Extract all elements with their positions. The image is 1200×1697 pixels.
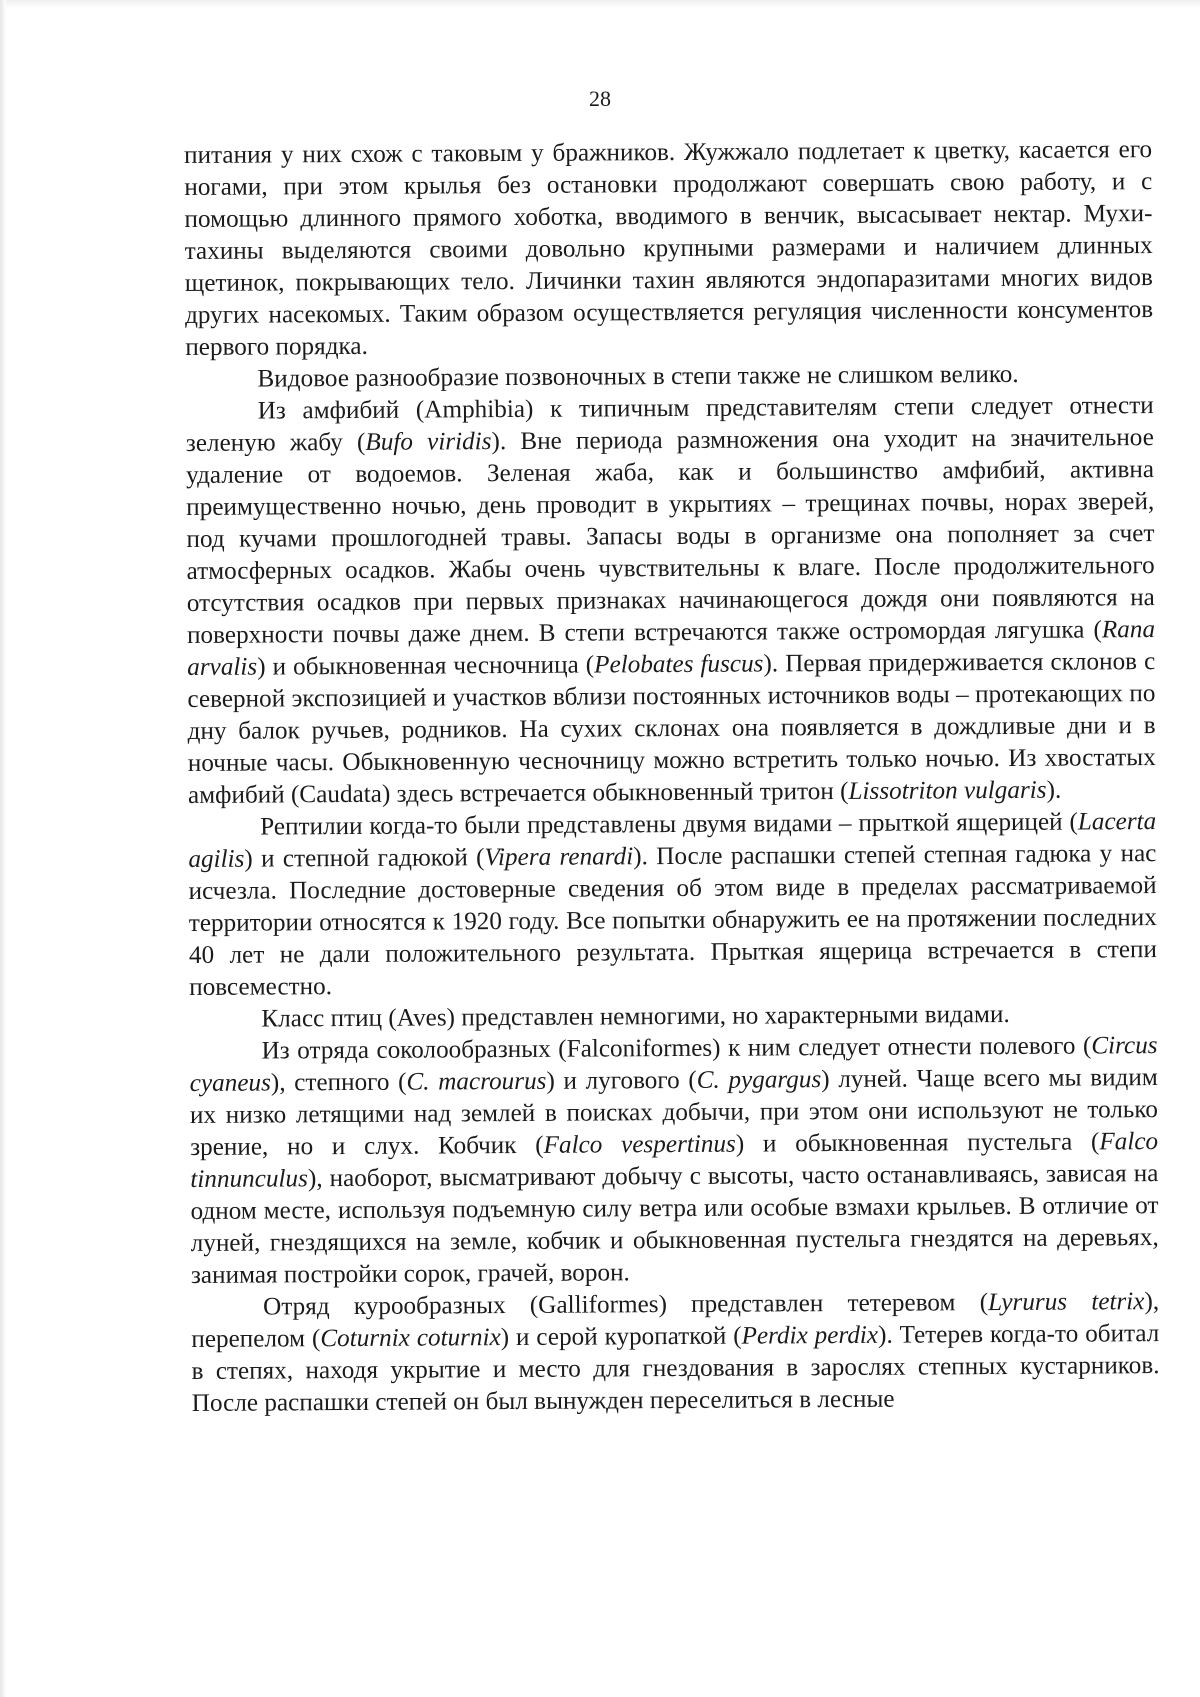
species-name: Lissotriton vulgaris	[848, 776, 1047, 805]
text-run: ). После распашки степей степная гадюка у нас исчезла. Последние достоверные сведения об этом виде в пределах рассматриваемой территории относятся к 1920 году. Все попытки обнаружить ее на протяжении последних 40 лет не дали положительного результата. Прыткая ящерица встречается в степи повсеместно.	[188, 840, 1158, 1001]
text-run: Класс птиц (Aves) представлен немногими, но характерными видами.	[261, 1000, 1010, 1033]
species-name: C. pygargus	[696, 1066, 822, 1094]
text-run: ). Вне периода размножения она уходит на значительное удаление от водоемов. Зеленая жаба, как и большинство амфибий, активна преимущественно ночью, день проводит в укрытиях – трещинах почвы, норах зверей, под кучами прошлогодней травы. Запасы воды в организме она пополняет за счет атмосферных осадков. Жабы очень чувствительны к влаге. После продолжительного отсутствия осадков при первых признаках начинающегося дождя они появляются на поверхности почвы даже днем. В степи встречаются также остромордая лягушка (	[185, 424, 1155, 649]
text-run: ), степного (	[270, 1068, 407, 1097]
text-run: ) и степной гадюкой (	[244, 844, 485, 873]
species-name: Lyrurus tetrix	[987, 1288, 1145, 1317]
paragraph	[189, 1030, 1159, 1292]
text-run: ) луней. Чаще всего мы видим их низко летящими над землей в поисках добычи, при этом они используют не только зрение, но и слух. Кобчик (	[189, 1064, 1159, 1161]
page-number: 28	[589, 86, 611, 111]
scan-top-shadow	[0, 0, 1200, 8]
species-name: Perdix perdix	[741, 1321, 879, 1350]
species-name: Circus cyaneus	[189, 1032, 1158, 1097]
text-run: ) и обыкновенная чесночница (	[257, 651, 595, 681]
species-name: Falco vespertinus	[543, 1130, 736, 1159]
text-run: Из отряда соколообразных (Falconiformes) к ним следует отнести полевого (	[261, 1032, 1092, 1065]
text-run: ) и обыкновенная пустельга (	[735, 1128, 1100, 1158]
text-run: питания у них схож с таковым у бражников. Жужжало подлетает к цветку, касается его ногами, при этом крылья без остановки продолжают совершать свою работу, и с помощью длинного прямого хоботка, вводимого в венчик, высасывает нектар. Мухи-тахины выделяются своими довольно крупными размерами и наличием длинных щетинок, покрывающих тело. Личинки тахин являются эндопаразитами многих видов других насекомых. Таким образом осуществляется регуляция численности консументов первого порядка.	[184, 136, 1154, 361]
species-name: Rana arvalis	[187, 616, 1156, 681]
scan-left-shadow	[0, 0, 6, 1697]
body-text	[184, 134, 1160, 1420]
species-name: C. macrourus	[406, 1067, 547, 1096]
text-run: ), наоборот, высматривают добычу с высоты, часто останавливаясь, зависая на одном месте, используя подъемную силу ветра или особые взмахи крыльев. В отличие от луней, гнездящихся на земле, кобчик и обыкновенная пустельга гнездятся на деревьях, занимая постройки сорок, грачей, ворон.	[190, 1160, 1159, 1289]
paragraph	[188, 806, 1157, 1004]
species-name: Coturnix coturnix	[320, 1324, 501, 1353]
species-name: Falco tinnunculus	[190, 1128, 1159, 1193]
paragraph	[191, 1286, 1160, 1420]
text-run: Видовое разнообразие позвоночных в степи также не слишком велико.	[257, 360, 1019, 393]
paragraph	[184, 134, 1153, 364]
species-name: Lacerta agilis	[188, 808, 1157, 873]
text-run: ) и серой куропаткой (	[500, 1322, 742, 1352]
text-run: ). Тетерев когда-то обитал в степях, находя укрытие и место для гнездования в зарослях степных кустарников. После распашки степей он был вынужден переселиться в лесные	[191, 1320, 1160, 1417]
species-name: Vipera renardi	[484, 843, 634, 872]
text-run: ) и лугового (	[546, 1066, 697, 1095]
text-run: Рептилии когда-то были представлены двумя видами – прыткой ящерицей (	[260, 808, 1078, 841]
text-run: Отряд курообразных (Galliformes) представлен тетеревом (	[263, 1289, 989, 1321]
text-run: ). Первая придерживается склонов с северной экспозицией и участков вблизи постоянных источников воды – протекающих по дну балок ручьев, родников. На сухих склонах она появляется в дождливые дни и в ночные часы. Обыкновенную чесночницу можно встретить только ночью. Из хвостатых амфибий (Caudata) здесь встречается обыкновенный тритон (	[187, 648, 1156, 809]
text-run: Из амфибий (Amphibia) к типичным представителям степи следует отнести зеленую жабу (	[185, 392, 1154, 457]
species-name: Pelobates fuscus	[594, 650, 764, 679]
paragraph	[186, 390, 1157, 812]
species-name: Bufo viridis	[365, 428, 492, 456]
text-run: ).	[1046, 776, 1062, 804]
text-run: ), перепелом (	[191, 1288, 1160, 1353]
